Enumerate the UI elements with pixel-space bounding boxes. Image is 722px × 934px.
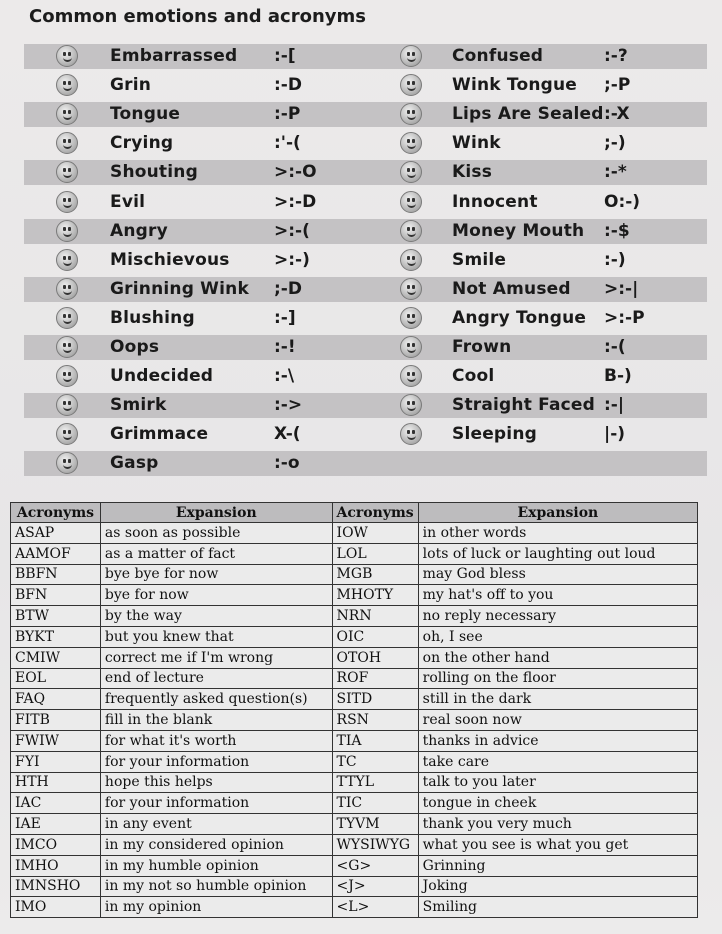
acronym-cell: FWIW bbox=[11, 730, 101, 751]
table-row bbox=[11, 689, 698, 710]
emotion-code: :-\ bbox=[274, 366, 295, 386]
emoticon-row bbox=[24, 393, 707, 418]
emotion-code: >:-O bbox=[274, 162, 317, 182]
column-header-acronyms: Acronyms bbox=[332, 503, 418, 523]
acronym-cell: CMIW bbox=[11, 647, 101, 668]
emotion-name: Straight Faced bbox=[452, 395, 596, 415]
emotion-name: Gasp bbox=[110, 453, 159, 473]
expansion-cell: what you see is what you get bbox=[418, 834, 697, 855]
emoticon-row bbox=[24, 335, 707, 360]
emotion-name: Angry Tongue bbox=[452, 308, 587, 328]
emotion-name: Oops bbox=[110, 337, 160, 357]
acronym-cell: IMNSHO bbox=[11, 876, 101, 897]
acronym-cell: FITB bbox=[11, 710, 101, 731]
emoticon-face-icon bbox=[400, 161, 422, 183]
expansion-cell: end of lecture bbox=[100, 668, 332, 689]
table-row bbox=[11, 668, 698, 689]
emotion-code: :-X bbox=[604, 104, 630, 124]
emoticon-face-icon bbox=[400, 45, 422, 67]
acronym-cell: IAC bbox=[11, 793, 101, 814]
acronym-cell: TC bbox=[332, 751, 418, 772]
emoticon-face-icon bbox=[56, 336, 78, 358]
emoticon-face-icon bbox=[400, 394, 422, 416]
expansion-cell: real soon now bbox=[418, 710, 697, 731]
expansion-cell: my hat's off to you bbox=[418, 585, 697, 606]
expansion-cell: correct me if I'm wrong bbox=[100, 647, 332, 668]
expansion-cell: tongue in cheek bbox=[418, 793, 697, 814]
table-row bbox=[11, 606, 698, 627]
emotion-code: :-? bbox=[604, 46, 628, 66]
emoticon-face-icon bbox=[400, 365, 422, 387]
emotion-code: :-| bbox=[604, 395, 625, 415]
expansion-cell: in any event bbox=[100, 814, 332, 835]
emotion-code: ;-) bbox=[604, 133, 626, 153]
emotion-name: Cool bbox=[452, 366, 495, 386]
acronym-cell: EOL bbox=[11, 668, 101, 689]
table-row bbox=[11, 710, 698, 731]
emotion-code: X-( bbox=[274, 424, 301, 444]
expansion-cell: thank you very much bbox=[418, 814, 697, 835]
acronym-cell: IMCO bbox=[11, 834, 101, 855]
emoticon-row bbox=[24, 102, 707, 127]
table-row bbox=[11, 647, 698, 668]
acronym-cell: MGB bbox=[332, 564, 418, 585]
emotion-name: Lips Are Sealed bbox=[452, 104, 604, 124]
acronym-cell: HTH bbox=[11, 772, 101, 793]
acronym-cell: OTOH bbox=[332, 647, 418, 668]
emoticon-face-icon bbox=[400, 423, 422, 445]
emotion-code: >:-D bbox=[274, 192, 317, 212]
emoticon-row bbox=[24, 306, 707, 331]
emoticon-row bbox=[24, 44, 707, 69]
acronym-cell: TIA bbox=[332, 730, 418, 751]
emotion-name: Grin bbox=[110, 75, 152, 95]
emotion-code: ;-P bbox=[604, 75, 631, 95]
emotion-name: Undecided bbox=[110, 366, 214, 386]
emotion-code: :-o bbox=[274, 453, 300, 473]
acronym-cell: TTYL bbox=[332, 772, 418, 793]
expansion-cell: in my not so humble opinion bbox=[100, 876, 332, 897]
emoticon-face-icon bbox=[400, 336, 422, 358]
emotion-code: >:-P bbox=[604, 308, 645, 328]
table-row bbox=[11, 543, 698, 564]
emoticon-face-icon bbox=[56, 365, 78, 387]
emoticon-face-icon bbox=[56, 74, 78, 96]
emotion-name: Embarrassed bbox=[110, 46, 238, 66]
acronym-cell: <J> bbox=[332, 876, 418, 897]
acronym-cell: SITD bbox=[332, 689, 418, 710]
expansion-cell: in my considered opinion bbox=[100, 834, 332, 855]
expansion-cell: Smiling bbox=[418, 897, 697, 918]
emotion-code: :-) bbox=[604, 250, 626, 270]
emoticon-row bbox=[24, 219, 707, 244]
emotion-name: Smirk bbox=[110, 395, 167, 415]
acronym-cell: OIC bbox=[332, 626, 418, 647]
expansion-cell: bye bye for now bbox=[100, 564, 332, 585]
emotion-name: Crying bbox=[110, 133, 174, 153]
acronym-cell: RSN bbox=[332, 710, 418, 731]
emotion-code: >:-) bbox=[274, 250, 310, 270]
emotion-name: Sleeping bbox=[452, 424, 537, 444]
emoticon-face-icon bbox=[56, 103, 78, 125]
expansion-cell: as soon as possible bbox=[100, 523, 332, 544]
emotion-code: >:-| bbox=[604, 279, 639, 299]
emotion-code: :-! bbox=[274, 337, 296, 357]
emotion-name: Frown bbox=[452, 337, 512, 357]
emoticon-face-icon bbox=[56, 45, 78, 67]
emoticon-face-icon bbox=[56, 452, 78, 474]
emotion-code: :-( bbox=[604, 337, 626, 357]
acronym-cell: TIC bbox=[332, 793, 418, 814]
column-header-expansion: Expansion bbox=[418, 503, 697, 523]
table-row bbox=[11, 564, 698, 585]
emoticon-row bbox=[24, 131, 707, 156]
expansion-cell: may God bless bbox=[418, 564, 697, 585]
emoticon-row bbox=[24, 364, 707, 389]
emotion-code: :-D bbox=[274, 75, 302, 95]
emoticon-face-icon bbox=[400, 307, 422, 329]
expansion-cell: bye for now bbox=[100, 585, 332, 606]
expansion-cell: in other words bbox=[418, 523, 697, 544]
emotion-name: Innocent bbox=[452, 192, 538, 212]
table-row bbox=[11, 751, 698, 772]
acronym-table bbox=[10, 502, 698, 918]
emoticon-face-icon bbox=[56, 132, 78, 154]
emotion-code: O:-) bbox=[604, 192, 641, 212]
table-row bbox=[11, 876, 698, 897]
table-row bbox=[11, 772, 698, 793]
acronym-cell: BFN bbox=[11, 585, 101, 606]
acronym-cell: <L> bbox=[332, 897, 418, 918]
emoticon-row bbox=[24, 451, 707, 476]
expansion-cell: in my opinion bbox=[100, 897, 332, 918]
expansion-cell: as a matter of fact bbox=[100, 543, 332, 564]
emoticon-face-icon bbox=[56, 191, 78, 213]
expansion-cell: rolling on the floor bbox=[418, 668, 697, 689]
table-row bbox=[11, 523, 698, 544]
expansion-cell: frequently asked question(s) bbox=[100, 689, 332, 710]
expansion-cell: by the way bbox=[100, 606, 332, 627]
emotion-name: Not Amused bbox=[452, 279, 571, 299]
emoticon-face-icon bbox=[56, 423, 78, 445]
emoticon-face-icon bbox=[400, 191, 422, 213]
acronym-cell: NRN bbox=[332, 606, 418, 627]
acronym-cell: BYKT bbox=[11, 626, 101, 647]
emotion-name: Grimmace bbox=[110, 424, 209, 444]
emoticon-face-icon bbox=[56, 220, 78, 242]
acronym-cell: IAE bbox=[11, 814, 101, 835]
acronym-cell: ASAP bbox=[11, 523, 101, 544]
table-row bbox=[11, 626, 698, 647]
emotion-name: Mischievous bbox=[110, 250, 230, 270]
emoticon-face-icon bbox=[400, 132, 422, 154]
expansion-cell: take care bbox=[418, 751, 697, 772]
expansion-cell: talk to you later bbox=[418, 772, 697, 793]
emotion-code: :-[ bbox=[274, 46, 296, 66]
emotion-name: Grinning Wink bbox=[110, 279, 249, 299]
emoticon-face-icon bbox=[400, 249, 422, 271]
emotion-code: B-) bbox=[604, 366, 632, 386]
acronym-cell: AAMOF bbox=[11, 543, 101, 564]
acronym-cell: FAQ bbox=[11, 689, 101, 710]
column-header-acronyms: Acronyms bbox=[11, 503, 101, 523]
emotion-name: Shouting bbox=[110, 162, 198, 182]
emotion-code: :'-( bbox=[274, 133, 301, 153]
emoticon-face-icon bbox=[400, 103, 422, 125]
page-title: Common emotions and acronyms bbox=[29, 6, 366, 27]
emotion-name: Smile bbox=[452, 250, 507, 270]
emotion-code: >:-( bbox=[274, 221, 310, 241]
emotion-name: Confused bbox=[452, 46, 544, 66]
expansion-cell: thanks in advice bbox=[418, 730, 697, 751]
emoticon-face-icon bbox=[400, 278, 422, 300]
acronym-cell: <G> bbox=[332, 855, 418, 876]
expansion-cell: for your information bbox=[100, 793, 332, 814]
expansion-cell: on the other hand bbox=[418, 647, 697, 668]
table-row bbox=[11, 814, 698, 835]
expansion-cell: for what it's worth bbox=[100, 730, 332, 751]
emoticon-row bbox=[24, 190, 707, 215]
emotion-name: Kiss bbox=[452, 162, 493, 182]
emoticon-row bbox=[24, 248, 707, 273]
emoticon-face-icon bbox=[400, 220, 422, 242]
emoticon-face-icon bbox=[56, 161, 78, 183]
table-row bbox=[11, 793, 698, 814]
emotion-name: Tongue bbox=[110, 104, 181, 124]
emoticon-row bbox=[24, 277, 707, 302]
table-row bbox=[11, 855, 698, 876]
emoticon-face-icon bbox=[56, 307, 78, 329]
expansion-cell: fill in the blank bbox=[100, 710, 332, 731]
emotion-code: :-P bbox=[274, 104, 301, 124]
emotion-name: Angry bbox=[110, 221, 168, 241]
emotion-code: :-> bbox=[274, 395, 303, 415]
table-row bbox=[11, 834, 698, 855]
expansion-cell: oh, I see bbox=[418, 626, 697, 647]
emotion-code: ;-D bbox=[274, 279, 302, 299]
emotion-name: Wink bbox=[452, 133, 501, 153]
acronym-cell: TYVM bbox=[332, 814, 418, 835]
acronym-cell: BTW bbox=[11, 606, 101, 627]
table-row bbox=[11, 730, 698, 751]
expansion-cell: still in the dark bbox=[418, 689, 697, 710]
emoticon-face-icon bbox=[56, 394, 78, 416]
expansion-cell: Joking bbox=[418, 876, 697, 897]
emoticon-row bbox=[24, 160, 707, 185]
emoticon-row bbox=[24, 422, 707, 447]
expansion-cell: lots of luck or laughting out loud bbox=[418, 543, 697, 564]
emoticon-row bbox=[24, 73, 707, 98]
emotion-code: |-) bbox=[604, 424, 626, 444]
acronym-cell: LOL bbox=[332, 543, 418, 564]
acronym-cell: MHOTY bbox=[332, 585, 418, 606]
expansion-cell: in my humble opinion bbox=[100, 855, 332, 876]
emoticon-face-icon bbox=[56, 249, 78, 271]
emoticon-list bbox=[24, 44, 707, 480]
acronym-cell: BBFN bbox=[11, 564, 101, 585]
emotion-name: Wink Tongue bbox=[452, 75, 578, 95]
expansion-cell: no reply necessary bbox=[418, 606, 697, 627]
table-header-row bbox=[11, 503, 698, 523]
emotion-code: :-* bbox=[604, 162, 627, 182]
acronym-cell: FYI bbox=[11, 751, 101, 772]
acronym-cell: IMO bbox=[11, 897, 101, 918]
acronym-cell: ROF bbox=[332, 668, 418, 689]
expansion-cell: Grinning bbox=[418, 855, 697, 876]
expansion-cell: hope this helps bbox=[100, 772, 332, 793]
acronym-cell: IOW bbox=[332, 523, 418, 544]
emotion-code: :-] bbox=[274, 308, 296, 328]
emotion-name: Blushing bbox=[110, 308, 195, 328]
emoticon-face-icon bbox=[56, 278, 78, 300]
emoticon-face-icon bbox=[400, 74, 422, 96]
acronym-cell: WYSIWYG bbox=[332, 834, 418, 855]
column-header-expansion: Expansion bbox=[100, 503, 332, 523]
table-row bbox=[11, 897, 698, 918]
expansion-cell: for your information bbox=[100, 751, 332, 772]
emotion-name: Evil bbox=[110, 192, 146, 212]
expansion-cell: but you knew that bbox=[100, 626, 332, 647]
acronym-cell: IMHO bbox=[11, 855, 101, 876]
emotion-name: Money Mouth bbox=[452, 221, 585, 241]
table-row bbox=[11, 585, 698, 606]
emotion-code: :-$ bbox=[604, 221, 630, 241]
